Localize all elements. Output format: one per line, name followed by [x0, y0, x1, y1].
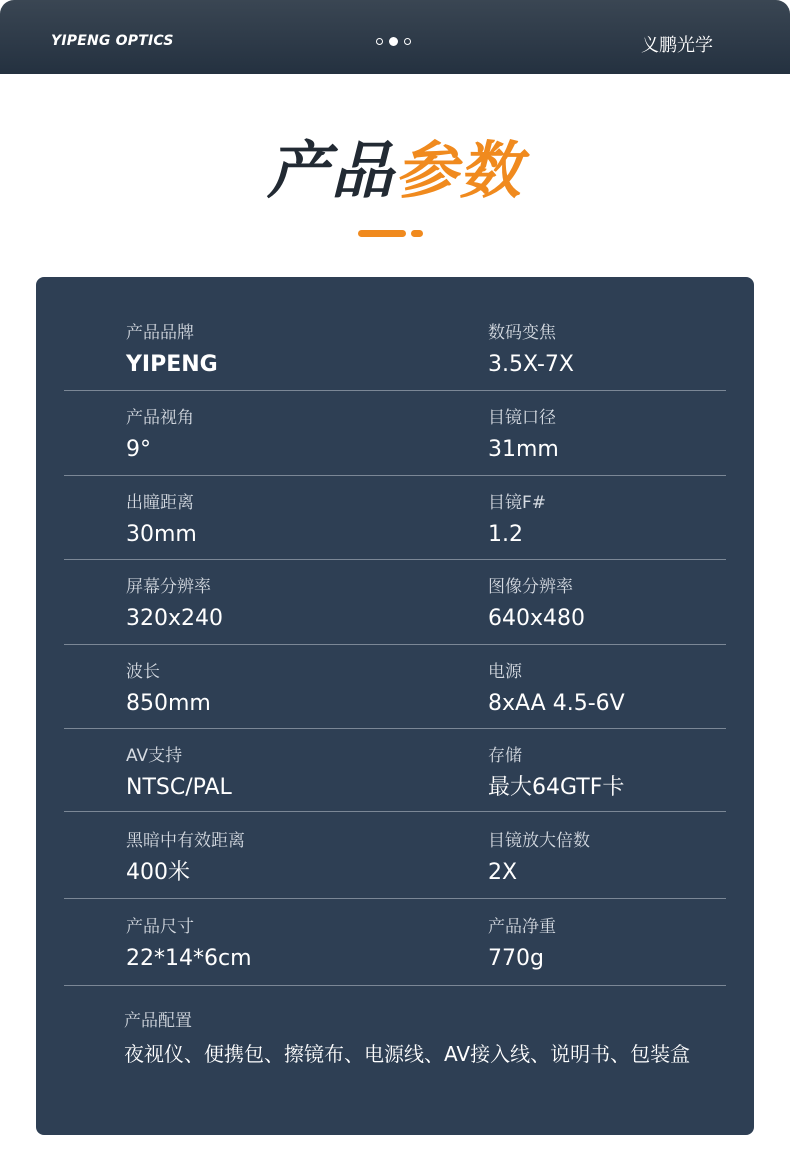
- spec-cell-left: [126, 916, 252, 974]
- spec-value: 1.2: [488, 522, 523, 547]
- spec-row: [64, 916, 726, 986]
- spec-cell-right: [488, 576, 585, 634]
- header-bar: [0, 0, 790, 74]
- spec-cell-right: [488, 830, 590, 888]
- section-title-part1: 产品: [266, 134, 395, 207]
- spec-label: 产品净重: [488, 917, 556, 937]
- spec-value: 2X: [488, 860, 518, 885]
- spec-row: [64, 661, 726, 729]
- spec-value: 31mm: [488, 437, 559, 462]
- spec-row: [64, 322, 726, 391]
- spec-cell-left: [126, 576, 223, 634]
- spec-label: AV支持: [126, 746, 183, 766]
- spec-value: NTSC/PAL: [126, 775, 232, 800]
- spec-row: [64, 576, 726, 645]
- row-divider: [64, 475, 726, 476]
- row-divider: [64, 728, 726, 729]
- spec-label: 目镜口径: [488, 408, 556, 428]
- spec-label: 目镜F#: [488, 493, 547, 513]
- section-title: [0, 128, 790, 214]
- spec-label: 产品尺寸: [126, 917, 194, 937]
- config-cell: [124, 1010, 690, 1068]
- spec-label: 图像分辨率: [488, 577, 573, 597]
- brand-name-english: YIPENG OPTICS: [51, 33, 174, 49]
- spec-panel: [36, 277, 754, 1135]
- spec-cell-left: [126, 745, 232, 803]
- title-underline-long: [358, 230, 406, 237]
- spec-label: 目镜放大倍数: [488, 831, 590, 851]
- row-divider: [64, 985, 726, 986]
- spec-row: [64, 830, 726, 899]
- spec-value: 640x480: [488, 606, 586, 631]
- spec-cell-right: [488, 322, 574, 380]
- config-row: [64, 1010, 726, 1080]
- spec-label: 产品视角: [126, 408, 194, 428]
- spec-cell-left: [126, 830, 245, 888]
- spec-value: 22*14*6cm: [126, 946, 252, 971]
- page-dot-3[interactable]: [404, 38, 411, 45]
- spec-cell-right: [488, 661, 625, 719]
- config-value: 夜视仪、便携包、擦镜布、电源线、AV接入线、说明书、包装盒: [124, 1042, 691, 1066]
- spec-label: 产品品牌: [126, 323, 194, 343]
- spec-label: 出瞳距离: [126, 493, 194, 513]
- row-divider: [64, 559, 726, 560]
- spec-value: 320x240: [126, 606, 224, 631]
- spec-label: 屏幕分辨率: [126, 577, 211, 597]
- spec-cell-right: [488, 407, 559, 465]
- spec-value: 850mm: [126, 691, 211, 716]
- spec-value: 3.5X-7X: [488, 352, 574, 377]
- spec-value: 9°: [126, 437, 151, 462]
- spec-label: 存储: [488, 746, 522, 766]
- section-title-part2: 参数: [395, 134, 524, 207]
- spec-cell-right: [488, 916, 556, 974]
- spec-cell-right: [488, 492, 546, 550]
- spec-cell-left: [126, 492, 197, 550]
- spec-row: [64, 492, 726, 560]
- brand-name-chinese: 义鹏光学: [641, 35, 713, 56]
- row-divider: [64, 644, 726, 645]
- spec-row: [64, 407, 726, 476]
- spec-value: 30mm: [126, 522, 197, 547]
- spec-cell-left: [126, 407, 194, 465]
- spec-cell-left: [126, 661, 211, 719]
- row-divider: [64, 898, 726, 899]
- spec-value: 最大64GTF卡: [488, 775, 625, 800]
- row-divider: [64, 811, 726, 812]
- spec-value: 770g: [488, 946, 544, 971]
- spec-label: 数码变焦: [488, 323, 556, 343]
- config-label: 产品配置: [124, 1011, 192, 1031]
- spec-label: 黑暗中有效距离: [126, 831, 245, 851]
- spec-cell-right: [488, 745, 624, 803]
- title-underline-short: [411, 230, 423, 237]
- page-dot-2-active[interactable]: [389, 37, 398, 46]
- spec-value: 400米: [126, 860, 190, 885]
- spec-label: 电源: [488, 662, 522, 682]
- spec-value: 8xAA 4.5-6V: [488, 691, 625, 716]
- row-divider: [64, 390, 726, 391]
- spec-label: 波长: [126, 662, 160, 682]
- spec-cell-left: [126, 322, 218, 380]
- spec-row: [64, 745, 726, 812]
- spec-value: YIPENG: [126, 352, 218, 377]
- page-dot-1[interactable]: [376, 38, 383, 45]
